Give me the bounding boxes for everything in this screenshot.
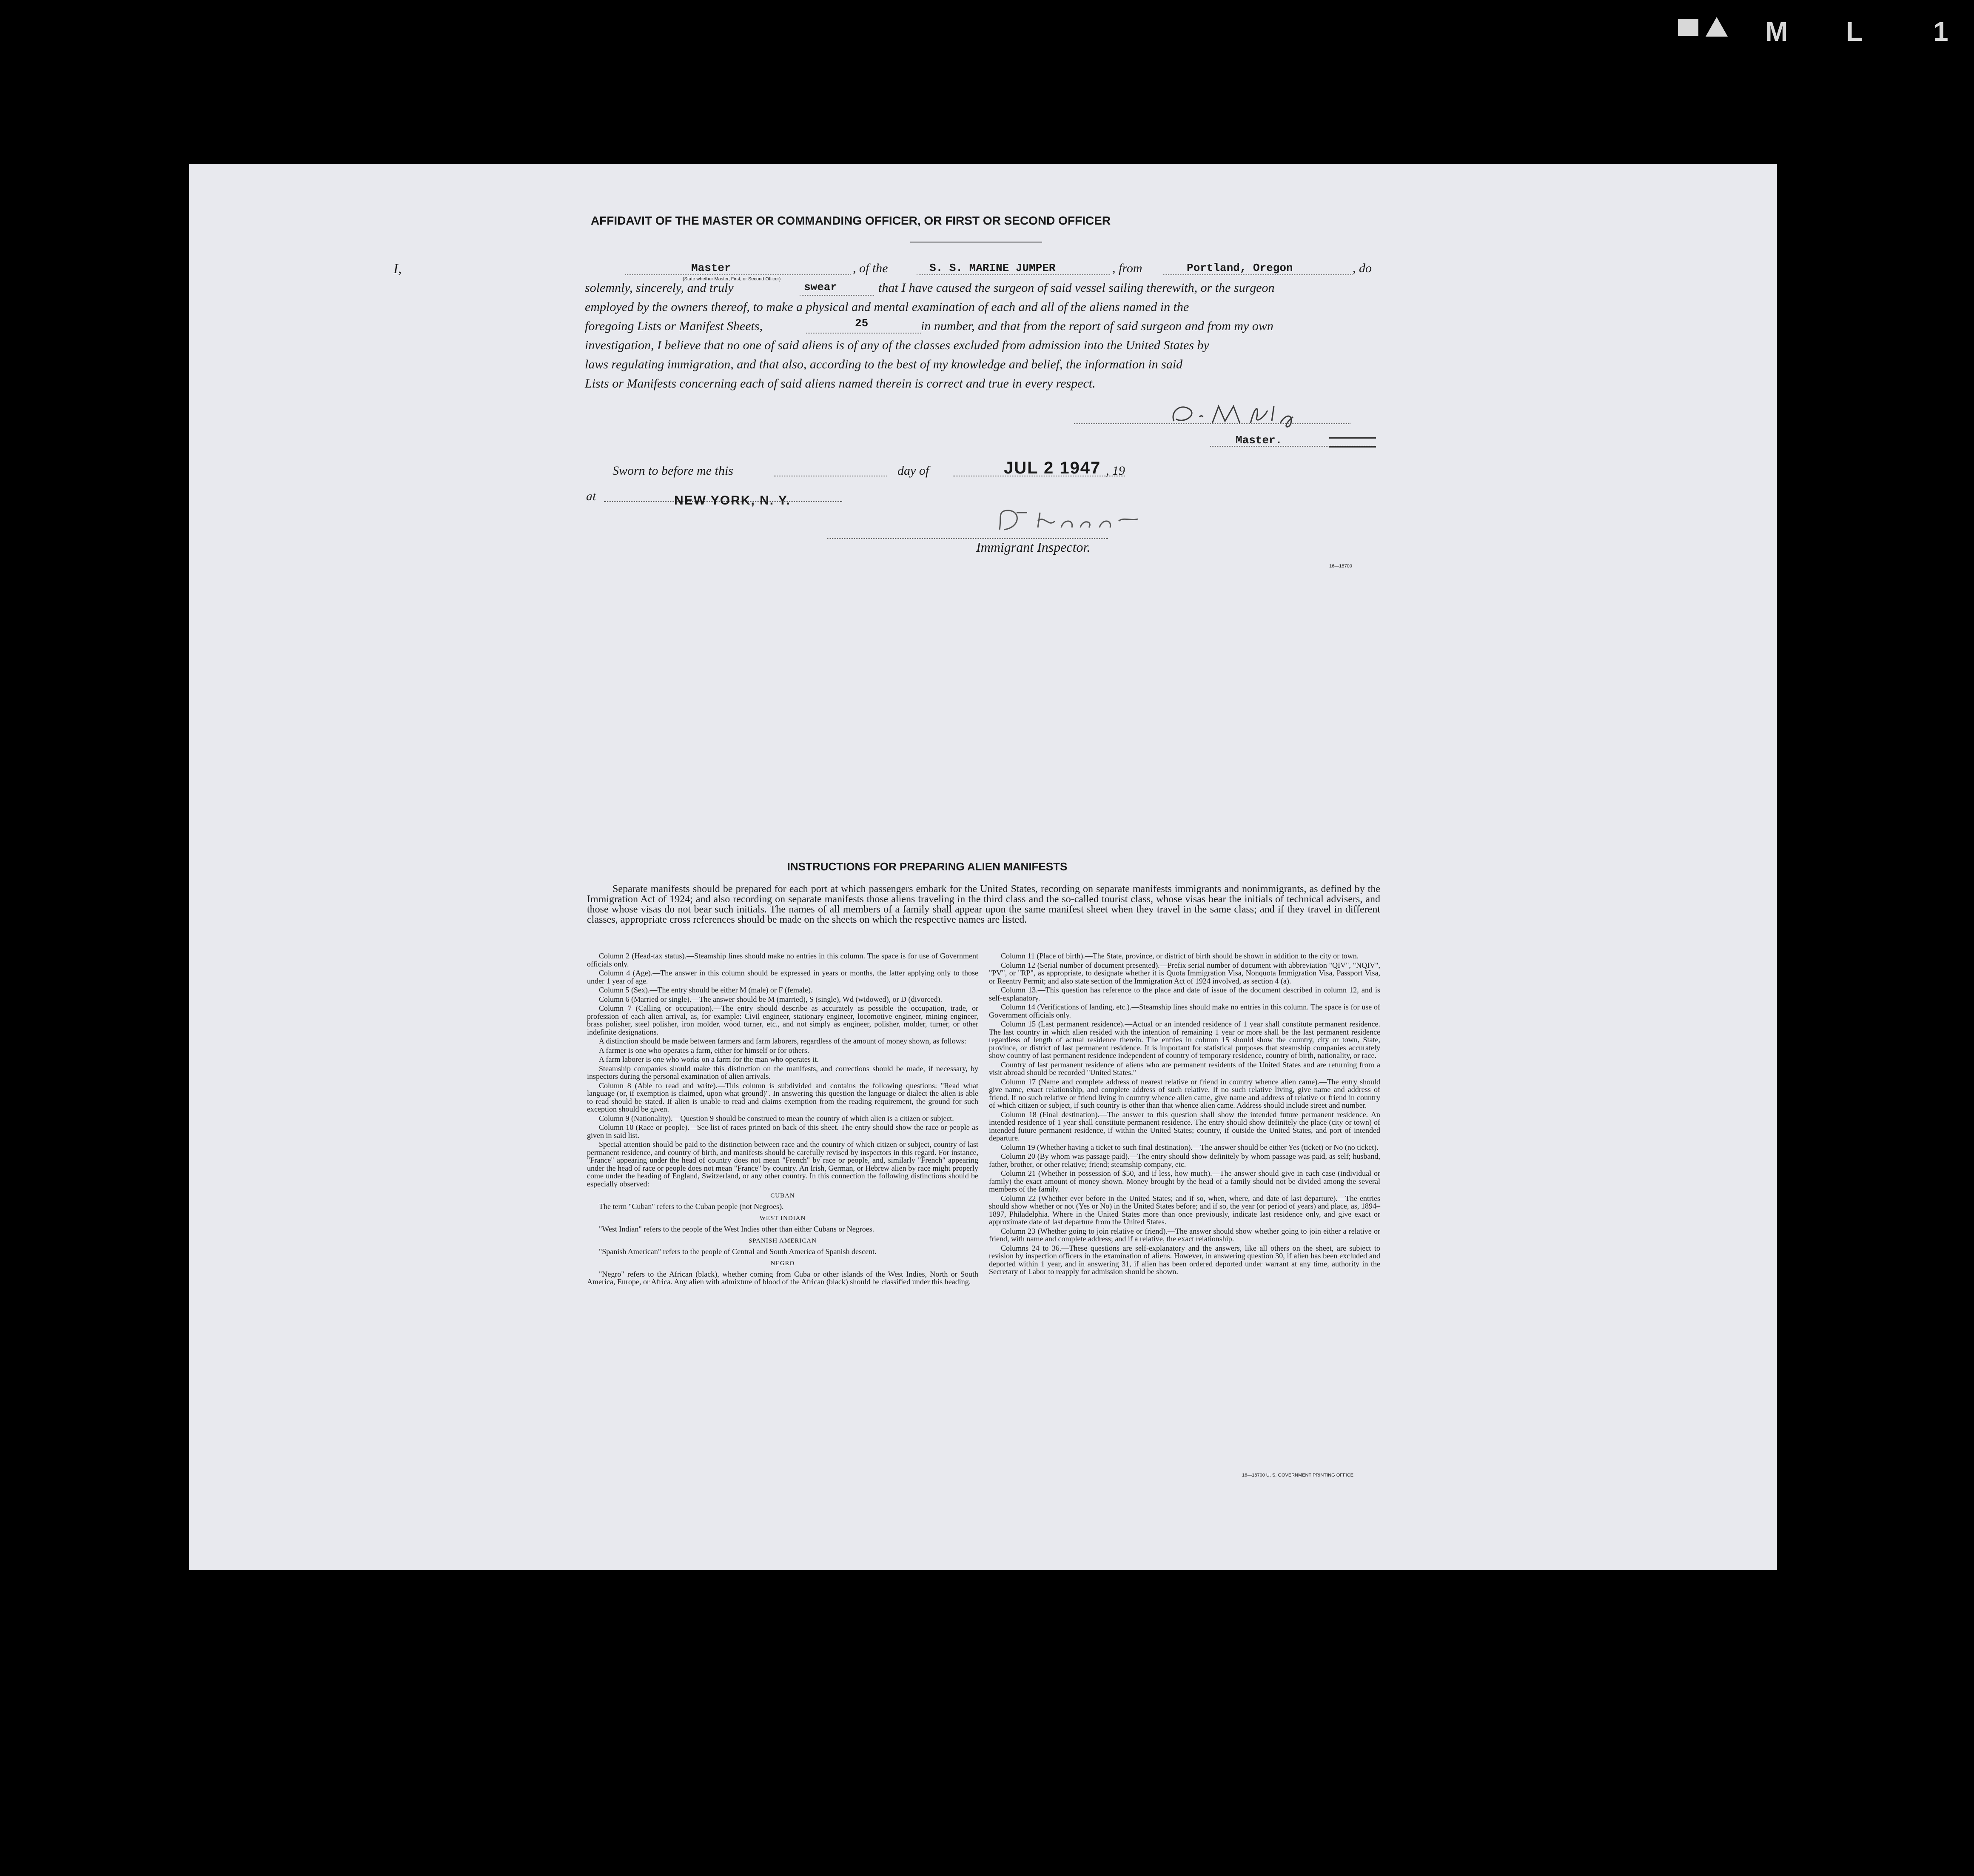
date-stamp: JUL 2 1947 [1004,459,1101,477]
right-para: Column 12 (Serial number of document presented).—Prefix serial number of document with abbreviation "QIV", "NQIV", "PV", or "RP", as appropriate, to designate whether it is Quota Immigration Visa, Nonquota Immigration Visa, Passport Visa, or Reentry Permit; and also state section of the Immigration Act of 1924 involved, as section 4 (a). [989,961,1380,985]
film-triangle-mark [1706,17,1728,37]
left-para: A distinction should be made between farmers and farm laborers, regardless of the amount of money shown, as follows: [599,1037,966,1045]
left-para: Column 2 (Head-tax status).—Steamship lines should make no entries in this column. The space is for use of Government officials only. [587,952,978,968]
film-letter-one: 1 [1933,16,1948,47]
right-para: Column 20 (By whom was passage paid).—The entry should show definitely by whom passage was paid, as self; husband, father, brother, or other relative; friend; steamship company, etc. [989,1152,1380,1169]
right-para: Column 14 (Verifications of landing, etc.).—Steamship lines should make no entries in this column. The space is for use of Government officials only. [989,1003,1380,1019]
left-para: A farmer is one who operates a farm, either for himself or for others. [599,1046,809,1055]
vessel-value: S. S. MARINE JUMPER [929,262,1056,274]
right-para: Country of last permanent residence of aliens who are permanent residents of the United States and are returning from a visit abroad should be recorded "United States." [989,1060,1380,1077]
officer-note: (State whether Master, First, or Second Officer) [683,277,781,282]
right-para: Column 17 (Name and complete address of nearest relative or friend in country whence alien came).—The entry should give name, exact relationship, and complete address of such relative. If no such relative living, give name and address of friend. If no such relative or friend living in country whence alien came, give name and address of relative or friend in country of which citizen or subject, if such country is other than that whence alien came. Address should include street and number. [989,1077,1380,1109]
line4-suffix: in number, and that from the report of said surgeon and from my own [921,319,1273,333]
oath-value: swear [804,281,837,294]
left-para: A farm laborer is one who works on a farm for the man who operates it. [599,1055,819,1063]
line1-from: , from [1112,261,1142,275]
left-para: Column 6 (Married or single).—The answer should be M (married), S (single), Wd (widowed), or D (divorced). [599,995,942,1004]
line1-of-the: , of the [853,261,888,275]
right-para: Column 18 (Final destination).—The answer to this question shall show the intended future permanent residence. An intended residence of 1 year shall constitute permanent residence. The entry should show definitely the place (city or town) of intended future permanent residence, if within the United States; country, if outside the United States, and port of intended departure. [989,1110,1380,1142]
right-para: Column 13.—This question has reference to the place and date of issue of the document described in column 12, and is self-explanatory. [989,986,1380,1002]
sheet-count-value: 25 [855,317,869,330]
left-para: Special attention should be paid to the distinction between race and the country of which citizen or subject, country of last permanent residence, and country of birth, and manifests should be carefully revised by inspectors in this regard. For instance, "France" appearing under the head of country does not mean "French" by race or people, and, similarly "French" appearing under the head of race or people does not mean "France" by country. An Irish, German, or Hebrew alien by race might properly come under the heading of England, Switzerland, or any other country. In this connection the following distinctions should be especially observed: [587,1140,978,1188]
line7: Lists or Manifests concerning each of said aliens named therein is correct and true in every respect. [585,376,1096,391]
signature-title: Master. [1236,434,1282,447]
right-para: Column 21 (Whether in possession of $50, and if less, how much).—The answer should give in each case (individual or family) the exact amount of money shown. Money brought by the head of a family should not be divided among the several members of the family. [989,1169,1380,1193]
instructions-intro: Separate manifests should be prepared for each port at which passengers embark for the United States, recording on separate manifests immigrants and nonimmigrants, as defined by the Immigration Act of 1924; and also recording on separate manifests those aliens traveling in the third class and the so-called tourist class, whose visas bear the initials of technical advisers, and those whose visas do not bear such initials. The names of all members of a family shall appear upon the same manifest sheet when they travel in the same class; and if they travel in different classes, appropriate cross references should be made on the sheets on which the respective names are listed. [587,884,1380,925]
film-square-mark [1678,19,1698,36]
instructions-title: INSTRUCTIONS FOR PREPARING ALIEN MANIFESTS [787,860,1068,873]
left-para: Column 7 (Calling or occupation).—The entry should describe as accurately as possible the occupation, trade, or profession of each alien arrival, as, for example: Civil engineer, stationary engineer, locomotive engineer, mining engineer, brass polisher, steel polisher, iron molder, wood turner, etc., and not simply as engineer, polisher, molder, turner, or other indefinite designations. [587,1004,978,1036]
inspector-line [827,538,1108,539]
port-blank [1163,274,1353,275]
left-para: Column 4 (Age).—The answer in this column should be expressed in years or months, the latter applying only to those under 1 year of age. [587,969,978,985]
master-signature [1165,398,1302,432]
right-para: Column 23 (Whether going to join relative or friend).—The answer should show whether going to join either a relative or friend, with name and complete address; and if a relative, the exact relationship. [989,1226,1380,1243]
sheet-count-blank [806,333,921,334]
film-letter-m: M [1765,16,1788,47]
right-para: Column 22 (Whether ever before in the United States; and if so, when, where, and date of last departure).—The entries should show whether or not (Yes or No) in the United States before; and if so, the year (or period of years) and place, as, 1894–1897, Philadelphia. Where in the United States more than once previously, indicate last residence only, and give exact or approximate date of last departure from the United States. [989,1194,1380,1226]
port-value: Portland, Oregon [1187,262,1293,274]
line1-do: , do [1353,261,1372,275]
left-para: Column 8 (Able to read and write).—This column is subdivided and contains the following questions: "Read what language (or, if exemption is claimed, upon what ground)". In answering this question the language or dialect the alien is able to read should be stated. If alien is unable to read and claims exemption from the reading requirement, the ground for such exception should be given. [587,1081,978,1113]
inspector-label: Immigrant Inspector. [976,539,1091,555]
printer-code: 16—18700 U. S. GOVERNMENT PRINTING OFFICE [1242,1473,1354,1478]
vessel-blank [917,274,1110,275]
inspector-signature [991,504,1144,538]
line2-suffix: that I have caused the surgeon of said vessel sailing therewith, or the surgeon [878,281,1275,295]
instructions-right-column [989,952,1380,1277]
struck-out-text [1329,437,1376,448]
line3: employed by the owners thereof, to make a physical and mental examination of each and all of the aliens named in the [585,300,1189,314]
at-label: at [586,489,596,503]
oath-blank [800,295,874,296]
sworn-year-suffix: , 19 [1106,464,1125,478]
officer-title-value: Master [691,262,731,274]
form-code: 16—18700 [1329,564,1352,569]
place-stamp: NEW YORK, N. Y. [674,493,791,507]
right-para: Column 15 (Last permanent residence).—Actual or an intended residence of 1 year shall constitute permanent residence. The last country in which alien resided with the intention of remaining 1 year or more shall be the last permanent residence regardless of length of actual residence therein. The entries in column 15 should show the country, city or town, State, province, or district of last permanent residence. It is important for statistical purposes that steamship companies accurately show country of last permanent residence independent of country of temporary residence, country of birth, nationality, or race. [989,1020,1380,1060]
line1-prefix: I, [393,261,402,277]
left-para: Steamship companies should make this distinction on the manifests, and corrections should be made, if necessary, by inspectors during the personal examination of alien arrivals. [587,1064,978,1081]
line5: investigation, I believe that no one of said aliens is of any of the classes excluded from admission into the United States by [585,338,1209,352]
left-para: Column 5 (Sex).—The entry should be either M (male) or F (female). [599,986,813,994]
affidavit-title: AFFIDAVIT OF THE MASTER OR COMMANDING OFFICER, OR FIRST OR SECOND OFFICER [590,214,1111,227]
line2-prefix: solemnly, sincerely, and truly [585,281,734,295]
sworn-prefix: Sworn to before me this [612,464,733,478]
left-para: Column 9 (Nationality).—Question 9 should be construed to mean the country of which alien is a citizen or subject. [599,1114,954,1123]
sworn-day-of: day of [897,464,929,478]
instructions-left-column [587,952,978,1287]
west-indian-heading: WEST INDIAN [759,1215,806,1222]
cuban-heading: CUBAN [770,1192,795,1199]
right-para: Columns 24 to 36.—These questions are self-explanatory and the answers, like all others on the sheet, are subject to revision by inspection officers in the examination of aliens. However, in answering question 30, if alien has been excluded and deported within 1 year, and in answering 31, if alien has been ordered deported under warrant at any time, authority in the Secretary of Labor to reapply for admission should be shown. [989,1243,1380,1276]
spanish-american-text: "Spanish American" refers to the people of Central and South America of Spanish descent. [599,1247,877,1256]
line4-prefix: foregoing Lists or Manifest Sheets, [585,319,763,333]
right-para: Column 11 (Place of birth).—The State, province, or district of birth should be shown in addition to the city or town. [1001,952,1359,960]
west-indian-text: "West Indian" refers to the people of the West Indies other than either Cubans or Negroes. [599,1224,874,1233]
spanish-american-heading: SPANISH AMERICAN [748,1237,817,1244]
cuban-text: The term "Cuban" refers to the Cuban people (not Negroes). [599,1202,784,1211]
officer-blank [625,274,851,275]
negro-text: "Negro" refers to the African (black), whether coming from Cuba or other islands of the West Indies, North or South America, Europe, or Africa. Any alien with admixture of blood of the African (black) should be classified under this heading. [587,1269,978,1286]
negro-heading: NEGRO [770,1260,795,1267]
film-letter-l: L [1846,16,1863,47]
right-para: Column 19 (Whether having a ticket to such final destination).—The answer should be either Yes (ticket) or No (no ticket). [1001,1143,1379,1152]
line6: laws regulating immigration, and that also, according to the best of my knowledge and belief, the information in said [585,357,1183,371]
left-para: Column 10 (Race or people).—See list of races printed on back of this sheet. The entry should show the race or people as given in said list. [587,1123,978,1140]
